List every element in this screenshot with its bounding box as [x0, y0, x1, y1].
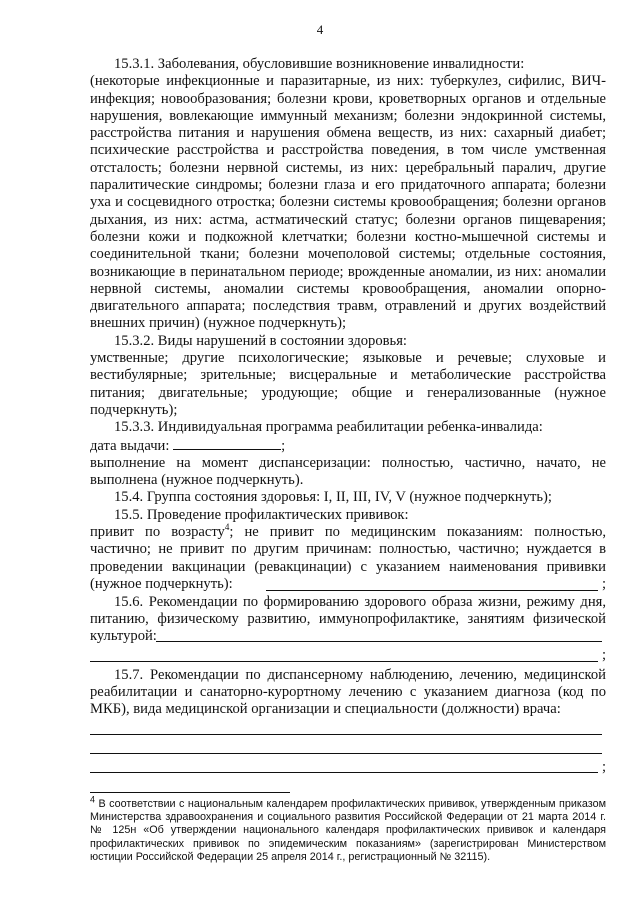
followup-field-3[interactable]: [90, 759, 598, 773]
document-body: [90, 56, 606, 776]
footnote-mark: 4: [90, 794, 96, 805]
followup-fill-row-2: [90, 740, 606, 757]
vaccination-name-field[interactable]: [266, 577, 598, 591]
issue-date-end: ;: [281, 437, 286, 454]
followup-field-2[interactable]: [90, 740, 602, 754]
lifestyle-field-1[interactable]: [156, 628, 602, 642]
program-execution-text: выполнение на момент диспансеризации: полностью, частично, начато, не выполнена (нужное подчеркнуть).: [90, 454, 606, 489]
section-15-4-text: 15.4. Группа состояния здоровья: I, II, III, IV, V (нужное подчеркнуть);: [114, 489, 552, 506]
lifestyle-field-2[interactable]: [90, 648, 598, 662]
footnote-text: В соответствии с национальным календарем профилактических прививок, утвержденным приказом Министерства здравоохранения и социального развития Российской Федерации от 21 марта 2014 г. № 125н «Об утверждении национального календаря профилактических прививок и календаря профилактических прививок по эпидемическим показаниям» (зарегистрирован Министерством юстиции Российской Федерации 25 апреля 2014 г., регистрационный № 32115).: [90, 798, 606, 863]
section-15-3-1-heading: 15.3.1. Заболевания, обусловившие возникновение инвалидности:: [114, 56, 525, 72]
vaccination-options-text: ; не привит по медицинским показаниям: полностью, частично; не привит по другим причинам: полностью, частично; нуждается в проведении вакцинации (ревакцинации) с указанием наименования прививки (нужное подчеркнуть):: [90, 524, 606, 592]
issue-date-label: дата выдачи:: [90, 437, 170, 454]
page-number: 4: [316, 22, 324, 37]
issue-date-line: [90, 437, 606, 455]
section-15-7-text: 15.7. Рекомендации по диспансерному наблюдению, лечению, медицинской реабилитации и санаторно-курортному лечению с указанием диагноза (код по МКБ), вида медицинской организации и специальности (должности) врача:: [90, 666, 606, 718]
vaccinated-by-age-text: привит по возрасту: [90, 524, 225, 541]
footnote-separator: [90, 792, 290, 793]
section-15-3-1-text: (некоторые инфекционные и паразитарные, из них: туберкулез, сифилис, ВИЧ-инфекция; новообразования; болезни крови, кроветворных органов и отдельные нарушения, вовлекающие иммунный механизм; болезни эндокринной системы, расстройства питания и нарушения обмена веществ, из них: сахарный диабет; психические расстройства и расстройства поведения, в том числе умственная отсталость; болезни нервной системы, из них: церебральный паралич, другие паралитические синдромы; болезни глаза и его придаточного аппарата; болезни уха и сосцевидного отростка; болезни системы кровообращения; болезни органов дыхания, из них: астма, астматический статус; болезни органов пищеварения; болезни кожи и подкожной клетчатки; болезни костно-мышечной системы и соединительной ткани; болезни мочеполовой системы; отдельные состояния, возникающие в перинатальном периоде; врожденные аномалии, из них: аномалии нервной системы, аномалии системы кровообращения, аномалии опорно-двигательного аппарата; последствия травм, отравлений и других воздействий внешних причин) (нужное подчеркнуть);: [90, 73, 606, 332]
followup-fill-row-3: [90, 759, 606, 776]
footnote: [90, 794, 606, 864]
lifestyle-fill-row-1: [90, 628, 606, 645]
section-15-5-heading: 15.5. Проведение профилактических прививок:: [114, 506, 409, 523]
section-15-3-2-text: умственные; другие психологические; языковые и речевые; слуховые и вестибулярные; зрительные; висцеральные и метаболические расстройства питания; двигательные; уродующие; общие и генерализованные (нужное подчеркнуть);: [90, 350, 606, 418]
footnote-ref: 4: [224, 522, 230, 533]
followup-field-1[interactable]: [90, 721, 602, 735]
lifestyle-end: ;: [601, 647, 606, 664]
lifestyle-fill-row-2: [90, 647, 606, 664]
section-15-6-text: 15.6. Рекомендации по формированию здорового образа жизни, режиму дня, питанию, физическому развитию, иммунопрофилактике, занятиям физической культурой:: [90, 593, 606, 645]
issue-date-field[interactable]: [173, 437, 281, 450]
followup-fill-row-1: [90, 721, 606, 738]
section-15-3-2-heading: 15.3.2. Виды нарушений в состоянии здоровья:: [114, 332, 407, 349]
followup-end: ;: [601, 758, 606, 775]
vaccination-end: ;: [601, 576, 606, 593]
section-15-3-3-heading: 15.3.3. Индивидуальная программа реабилитации ребенка-инвалида:: [114, 419, 543, 436]
